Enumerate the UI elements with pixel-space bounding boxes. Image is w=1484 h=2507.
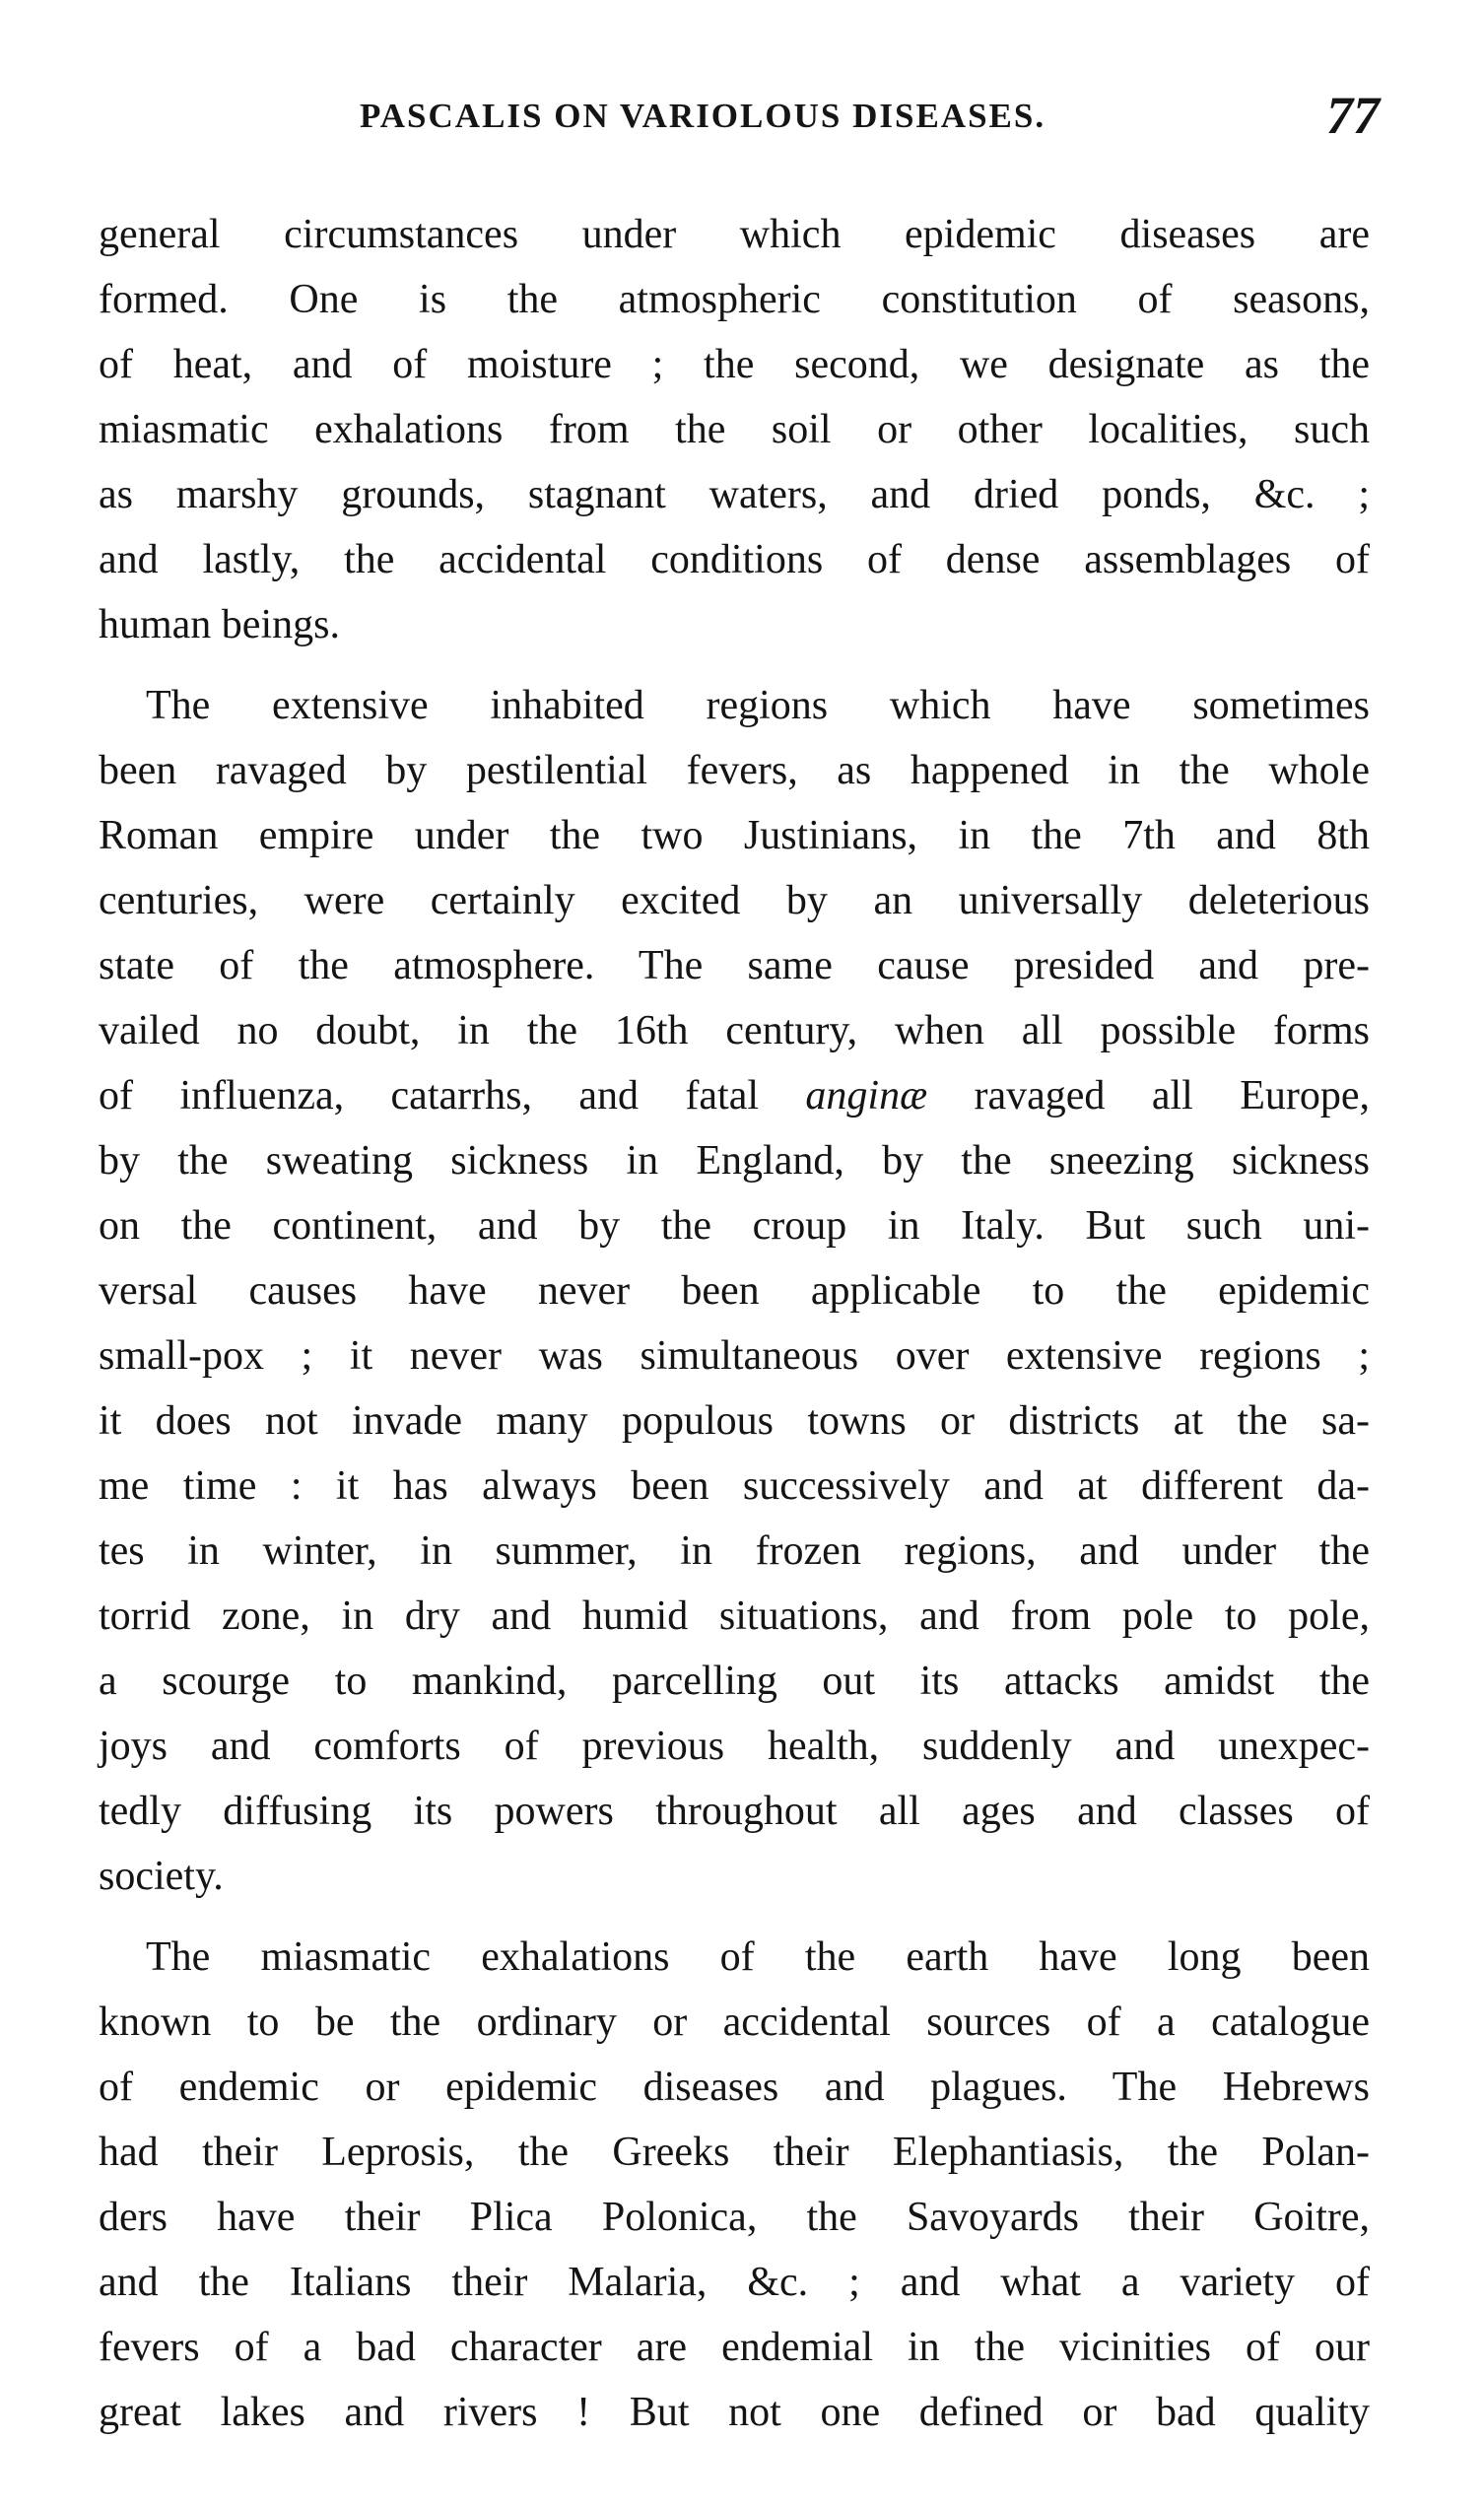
text-line: of heat, and of moisture ; the second, we designate as the	[99, 342, 1370, 387]
text-line: state of the atmosphere. The same cause presided and pre-	[99, 943, 1370, 988]
text-line: small-pox ; it never was simultaneous over extensive regions ;	[99, 1333, 1370, 1379]
text-line: of endemic or epidemic diseases and plagues. The Hebrews	[99, 2065, 1370, 2110]
italic-term: anginæ	[805, 1073, 928, 1118]
text-line: versal causes have never been applicable to the epidemic	[99, 1268, 1370, 1314]
text-line: me time : it has always been successively and at different da-	[99, 1463, 1370, 1509]
text-line: society.	[99, 1854, 224, 1899]
text-line: Roman empire under the two Justinians, in the 7th and 8th	[99, 813, 1370, 858]
text-line: The miasmatic exhalations of the earth have long been	[146, 1934, 1370, 1980]
text-line-with-italic	[99, 1063, 1370, 1128]
text-line: vailed no doubt, in the 16th century, when all possible forms	[99, 1008, 1370, 1053]
text-line: known to be the ordinary or accidental sources of a catalogue	[99, 1999, 1370, 2045]
text-line: a scourge to mankind, parcelling out its attacks amidst the	[99, 1659, 1370, 1704]
text-line: had their Leprosis, the Greeks their Elephantiasis, the Polan-	[99, 2130, 1370, 2175]
text-line: been ravaged by pestilential fevers, as happened in the whole	[99, 748, 1370, 793]
text-line: formed. One is the atmospheric constitution of seasons,	[99, 277, 1370, 322]
body-text	[99, 202, 1370, 2445]
text-line: The extensive inhabited regions which have sometimes	[146, 683, 1370, 728]
text-line: joys and comforts of previous health, suddenly and unexpec-	[99, 1724, 1370, 1769]
page-header	[99, 86, 1380, 156]
text-line: human beings.	[99, 602, 340, 647]
text-line: by the sweating sickness in England, by the sneezing sickness	[99, 1138, 1370, 1184]
line-segment: ravaged all Europe,	[974, 1073, 1370, 1118]
text-line: great lakes and rivers ! But not one defined or bad quality	[99, 2390, 1370, 2435]
text-line: torrid zone, in dry and humid situations, and from pole to pole,	[99, 1593, 1370, 1639]
text-line: fevers of a bad character are endemial in the vicinities of our	[99, 2325, 1370, 2370]
text-line: and the Italians their Malaria, &c. ; and what a variety of	[99, 2260, 1370, 2305]
running-head: PASCALIS ON VARIOLOUS DISEASES.	[360, 97, 1046, 135]
text-line: as marshy grounds, stagnant waters, and dried ponds, &c. ;	[99, 472, 1370, 517]
text-line: tes in winter, in summer, in frozen regions, and under the	[99, 1528, 1370, 1574]
text-line: general circumstances under which epidemic diseases are	[99, 212, 1370, 257]
page-number: 77	[1326, 86, 1380, 145]
text-line: ders have their Plica Polonica, the Savoyards their Goitre,	[99, 2195, 1370, 2240]
text-line: on the continent, and by the croup in Italy. But such uni-	[99, 1203, 1370, 1249]
text-line: and lastly, the accidental conditions of dense assemblages of	[99, 537, 1370, 582]
text-line: centuries, were certainly excited by an universally deleterious	[99, 878, 1370, 923]
text-line: tedly diffusing its powers throughout all ages and classes of	[99, 1789, 1370, 1834]
line-segment: of influenza, catarrhs, and fatal	[99, 1073, 806, 1118]
text-line: miasmatic exhalations from the soil or other localities, such	[99, 407, 1370, 452]
text-line: it does not invade many populous towns or districts at the sa-	[99, 1398, 1370, 1444]
